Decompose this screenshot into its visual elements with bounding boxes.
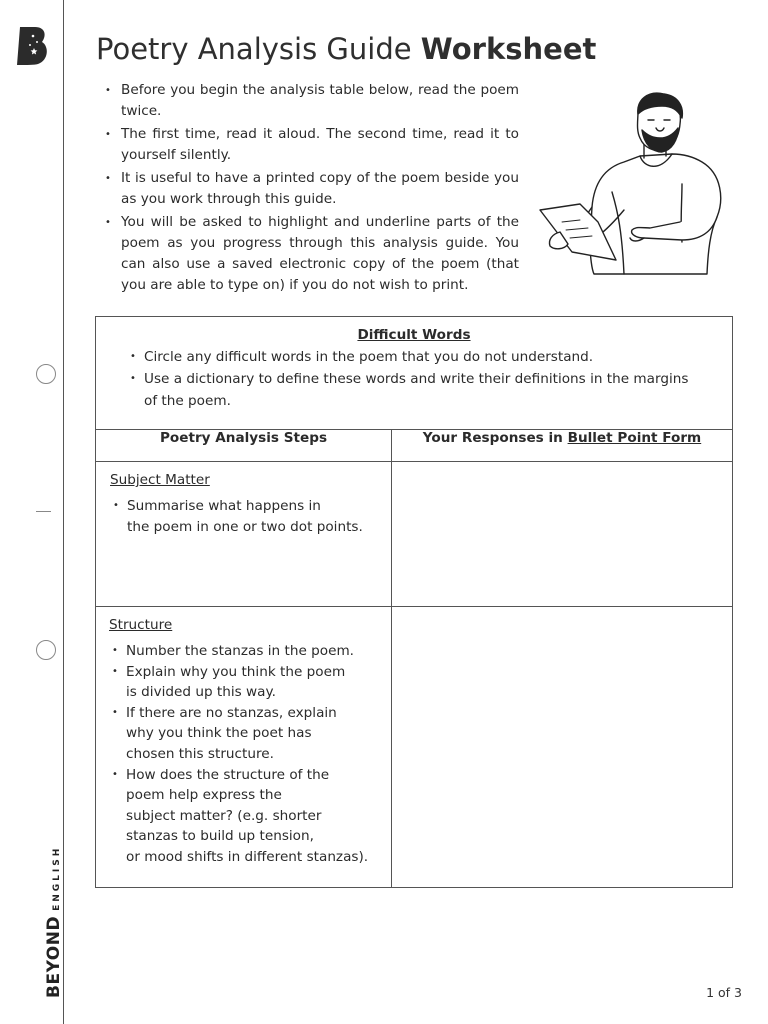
difficult-words-list	[130, 346, 700, 412]
structure-bullet: • If there are no stanzas, explain why you think the poet has chosen this structure.	[112, 703, 391, 765]
subject-matter-step-cell	[96, 462, 392, 607]
binder-hole-top	[36, 364, 56, 384]
title-bold: Worksheet	[420, 32, 597, 66]
title-regular: Poetry Analysis Guide	[96, 32, 421, 66]
structure-step-cell	[96, 607, 392, 888]
structure-bullet: • How does the structure of the poem help express the subject matter? (e.g. shorter stanzas to build up tension, or mood shifts in different stanzas).	[112, 765, 391, 868]
intro-bullet: • Before you begin the analysis table below, read the poem twice.	[105, 80, 519, 122]
responses-header-underlined: Bullet Point Form	[567, 430, 702, 446]
structure-response-cell[interactable]	[392, 607, 733, 888]
subject-matter-list	[113, 496, 391, 537]
difficult-words-bullet: • Use a dictionary to define these words and write their definitions in the margins of the poem.	[130, 368, 700, 412]
difficult-words-title: Difficult Words	[357, 327, 471, 343]
responses-header-prefix: Your Responses in	[422, 430, 568, 446]
subject-matter-bullet: • Summarise what happens in the poem in one or two dot points.	[113, 496, 391, 537]
intro-bullet-list	[105, 80, 519, 298]
intro-bullet: • It is useful to have a printed copy of the poem beside you as you work through this guide.	[105, 168, 519, 210]
brand-wordmark	[44, 846, 64, 998]
intro-bullet: • You will be asked to highlight and underline parts of the poem as you progress through this analysis guide. You can also use a saved electronic copy of the poem (that you are able to type on) if you do not wish to print.	[105, 212, 519, 296]
subject-matter-response-cell[interactable]	[392, 462, 733, 607]
difficult-words-bullet: • Circle any difficult words in the poem that you do not understand.	[130, 346, 700, 368]
page-title	[96, 32, 596, 66]
structure-bullet: • Explain why you think the poem is divided up this way.	[112, 662, 391, 703]
responses-column-header	[392, 430, 733, 462]
man-reading-paper-illustration-icon	[532, 92, 732, 277]
structure-title: Structure	[109, 617, 173, 633]
page-number: 1 of 3	[706, 985, 742, 1000]
subject-matter-title: Subject Matter	[110, 472, 210, 488]
intro-bullet: • The first time, read it aloud. The second time, read it to yourself silently.	[105, 124, 519, 166]
fold-mark	[36, 511, 51, 512]
brand-name: BEYOND	[44, 915, 64, 998]
difficult-words-box	[96, 317, 733, 430]
brand-sub: ENGLISH	[52, 845, 62, 911]
steps-column-header: Poetry Analysis Steps	[96, 430, 392, 462]
beyond-logo-icon	[16, 26, 50, 66]
analysis-table	[95, 316, 733, 888]
binder-hole-bottom	[36, 640, 56, 660]
structure-bullet: • Number the stanzas in the poem.	[112, 641, 391, 662]
structure-list	[112, 641, 391, 868]
